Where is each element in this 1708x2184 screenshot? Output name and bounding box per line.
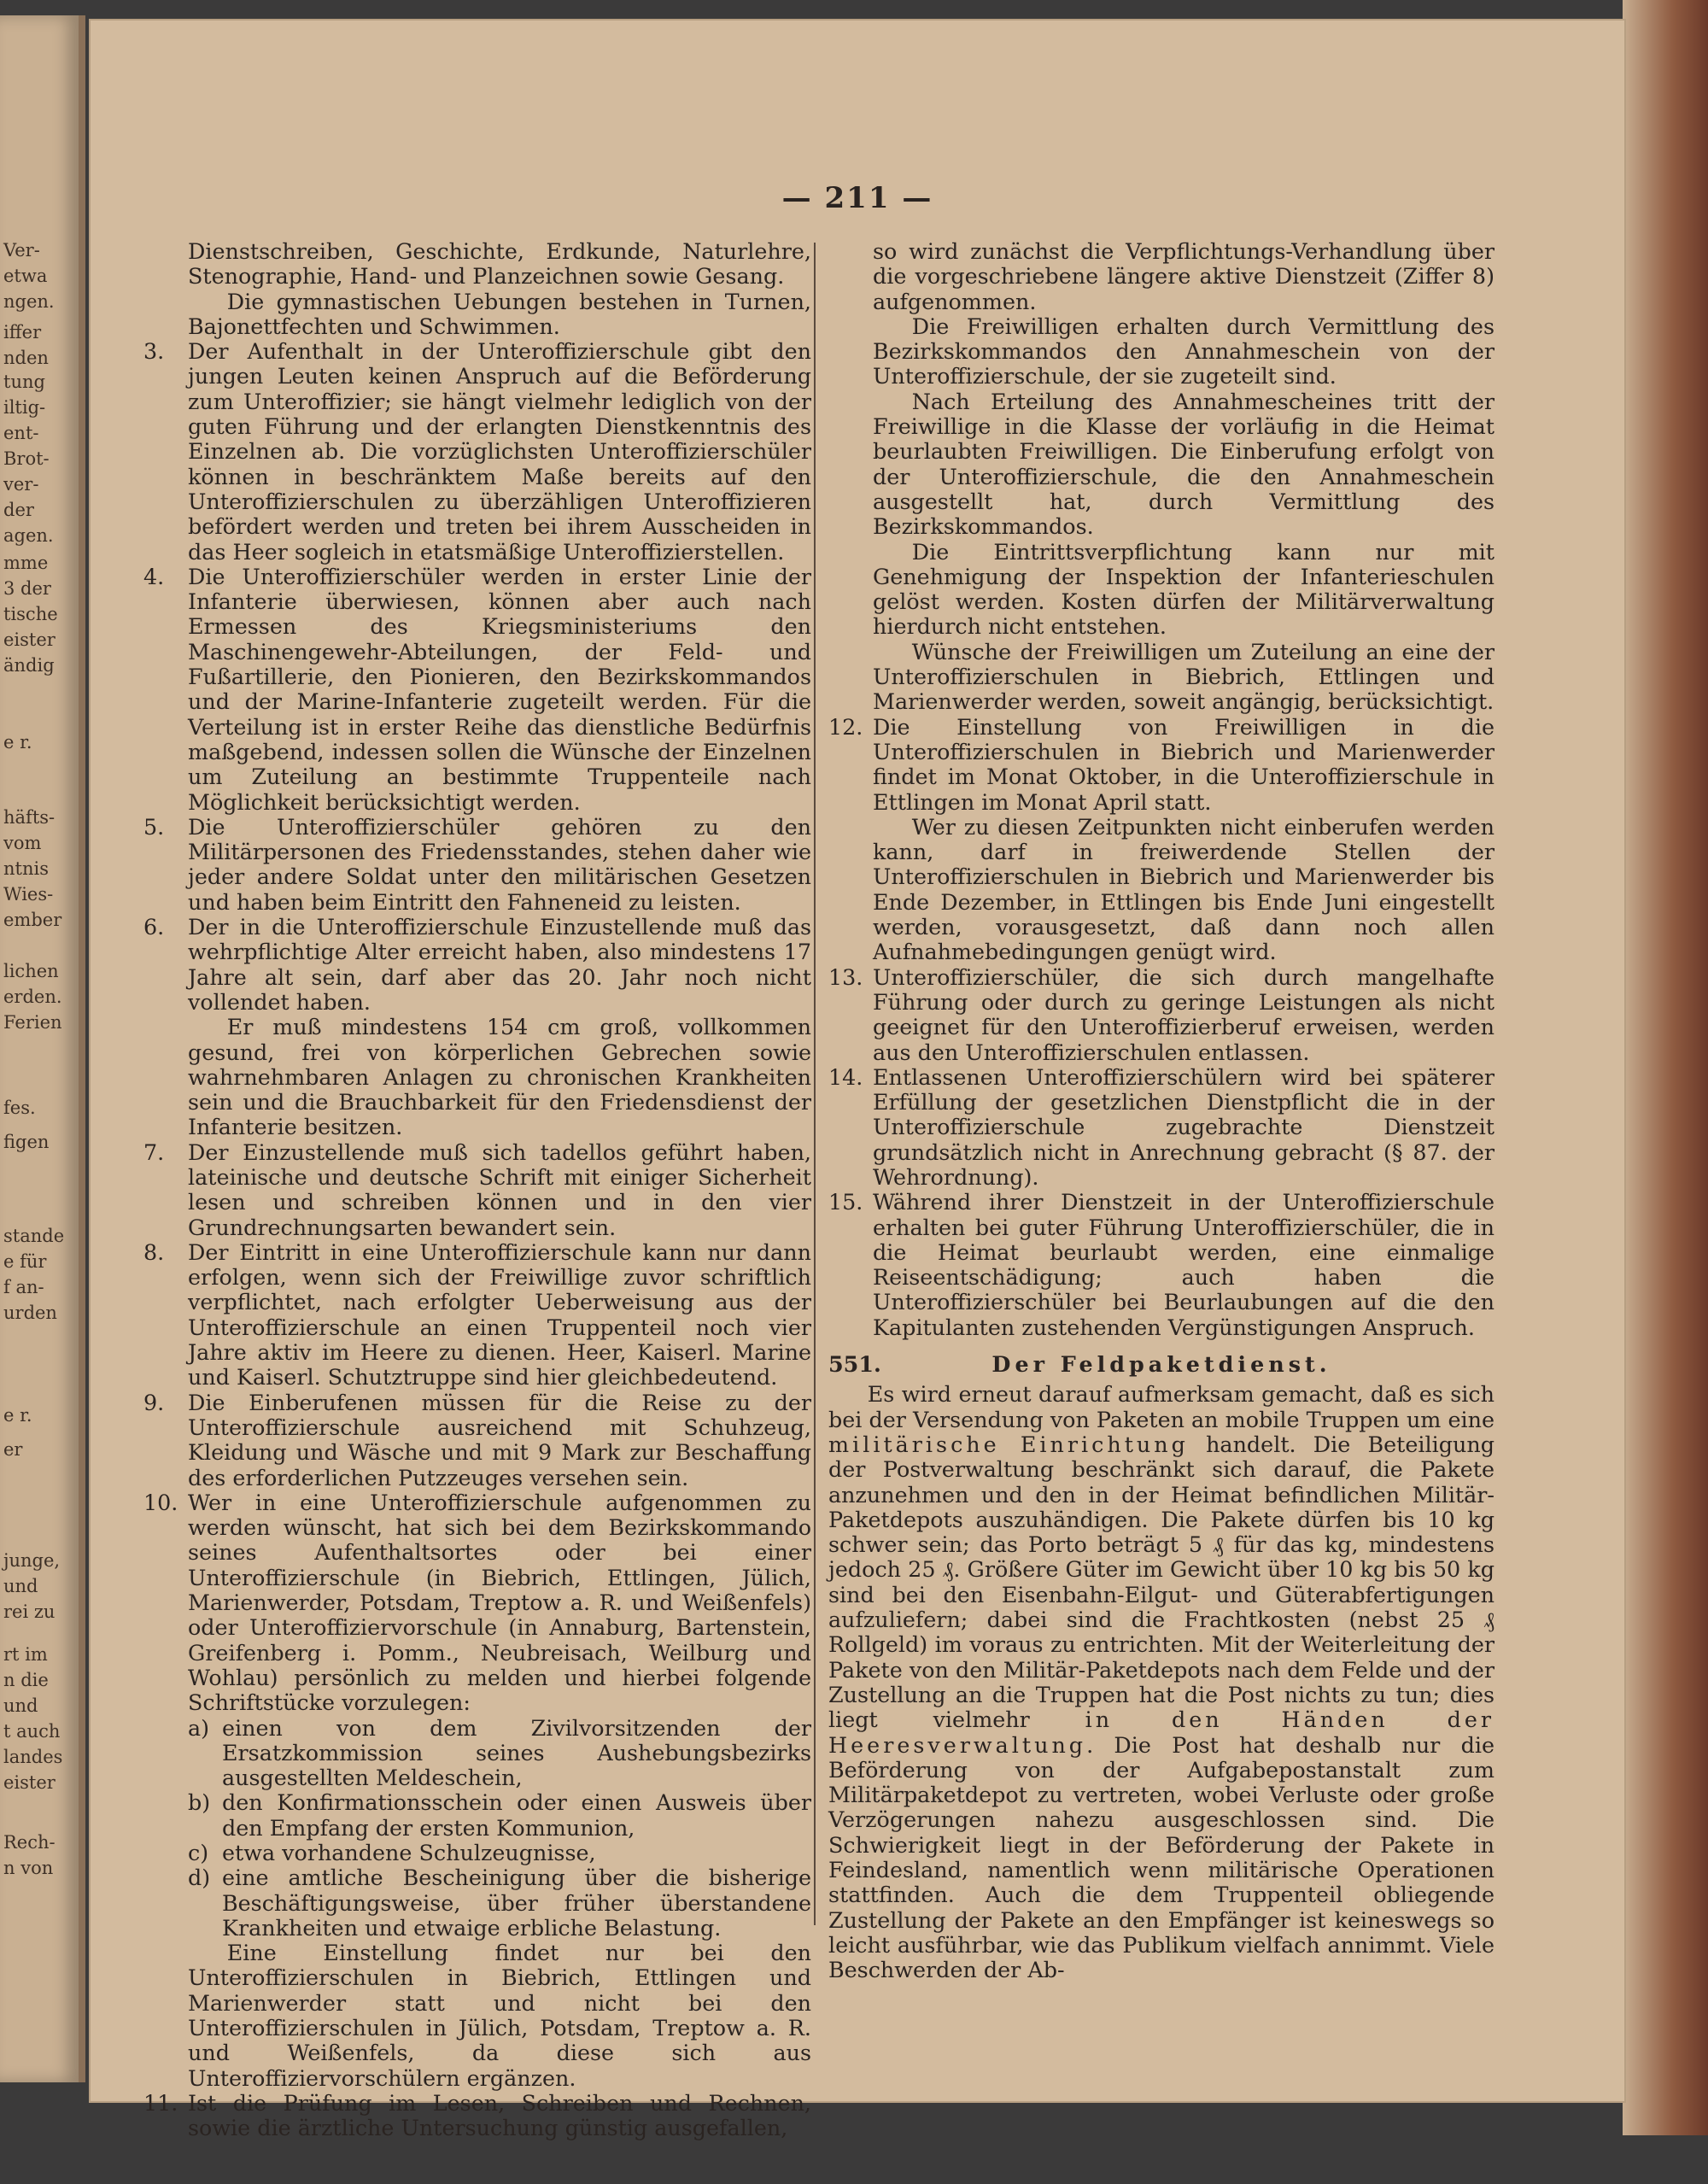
- margin-fragment: rei zu: [3, 1601, 56, 1622]
- margin-fragment: ntnis: [3, 858, 49, 879]
- list-item: 15. Während ihrer Dienstzeit in der Unteroffizierschule erhalten bei guter Führung Unteroffizierschüler, die in die Heimat beurlaubt werden, eine einmalige Reiseentschädigung; auch haben die Unteroffizierschüler bei Beurlaubungen auf die den Kapitulanten zustehenden Vergünstigungen Anspruch.: [828, 1189, 1494, 1340]
- margin-fragment: Brot-: [3, 448, 50, 469]
- margin-fragment: t auch: [3, 1721, 61, 1742]
- margin-fragment: mme: [3, 553, 49, 573]
- margin-fragment: eister: [3, 629, 56, 650]
- margin-fragment: ngen.: [3, 291, 55, 312]
- paragraph: Nach Erteilung des Annahmescheines tritt der Freiwillige in die Klasse der vorläufig in die Heimat beurlaubten Freiwilligen. Die Einberufung erfolgt von der Unteroffizierschule, die den Annahmeschein ausgestellt hat, durch Vermittlung des Bezirkskommandos.: [873, 388, 1494, 540]
- section-number: 551.: [828, 1351, 881, 1378]
- paragraph: Die Eintrittsverpflichtung kann nur mit Genehmigung der Inspektion der Infanterieschulen gelöst werden. Kosten dürfen der Militärverwaltung hierdurch nicht entstehen.: [873, 538, 1494, 640]
- margin-fragment: vom: [3, 833, 42, 853]
- list-item: 10. Wer in eine Unteroffizierschule aufgenommen zu werden wünscht, hat sich bei dem Bezirkskommando seines Aufenthaltsortes oder bei einer Unteroffizierschule (in Biebrich, Ettlingen, Jülich, Marienwerder, Potsdam, Treptow a. R. und Weißenfels) oder Unteroffiziervorschule (in Annaburg, Bartenstein, Greifenberg i. Pomm., Neubreisach, Weilburg und Wohlau) persönlich zu melden und hierbei folgende Schriftstücke vorzulegen:: [143, 1489, 811, 1716]
- sub-item: d) eine amtliche Bescheinigung über die bisherige Beschäftigungsweise, über früher überstandene Krankheiten und etwaige erbliche Belastung.: [188, 1865, 811, 1941]
- margin-fragment: n die: [3, 1670, 49, 1690]
- margin-fragment: e r.: [3, 732, 32, 752]
- list-item: 14. Entlassenen Unteroffizierschülern wird bei späterer Erfüllung der gesetzlichen Dienstpflicht die in der Unteroffizierschule zugebrachte Dienstzeit grundsätzlich nicht in Anrechnung gebracht (§ 87. der Wehrordnung).: [828, 1063, 1494, 1190]
- margin-fragment: rt im: [3, 1644, 48, 1665]
- item-continuation: Wer zu diesen Zeitpunkten nicht einberufen werden kann, darf in freiwerdende Stellen der Unteroffizierschulen in Biebrich und Marienwerder bis Ende Dezember, in Ettlingen bis Ende Juni eingestellt werden, vorausgesetzt, daß dann noch allen Aufnahmebedingungen genügt wird.: [873, 813, 1494, 965]
- margin-fragment: ember: [3, 910, 62, 930]
- margin-fragment: iltig-: [3, 397, 46, 418]
- margin-fragment: und: [3, 1576, 38, 1596]
- emphasis-text: in den Händen der Heeresverwaltung: [828, 1707, 1494, 1758]
- item-continuation: Er muß mindestens 154 cm groß, vollkommen gesund, frei von körperlichen Gebrechen sowie wahrnehmbaren Anlagen zu chronischen Krankheiten sein und die Brauchbarkeit für den Friedensdienst der Infanterie besitzen.: [188, 1014, 811, 1140]
- section-title: Der Feldpaketdienst.: [991, 1351, 1331, 1378]
- emphasis-text: militärische Einrichtung: [828, 1431, 1189, 1457]
- margin-fragment: lichen: [3, 961, 59, 981]
- list-item: 3. Der Aufenthalt in der Unteroffizierschule gibt den jungen Leuten keinen Anspruch auf die Beförderung zum Unteroffizier; sie hängt vielmehr lediglich von der guten Führung und der erlangten Dienstkenntnis des Einzelnen ab. Die vorzüglichsten Unteroffizierschüler können in beschränktem Maße bereits auf den Unteroffizierschulen zu überzähligen Unteroffizieren befördert werden und treten bei ihrem Ausscheiden in das Heer sogleich in etatsmäßige Unteroffizierstellen.: [143, 338, 811, 565]
- list-item: 4. Die Unteroffizierschüler werden in erster Linie der Infanterie überwiesen, können aber auch nach Ermessen des Kriegsministeriums den Maschinengewehr-Abteilungen, der Feld- und Fußartillerie, den Pionieren, den Bezirkskommandos und der Marine-Infanterie zugeteilt werden. Für die Verteilung ist in erster Reihe das dienstliche Bedürfnis maßgebend, indessen sollen die Wünsche der Einzelnen um Zuteilung an bestimmte Truppenteile nach Möglichkeit berücksichtigt werden.: [143, 563, 811, 815]
- margin-fragment: junge,: [3, 1550, 61, 1571]
- list-item: 9. Die Einberufenen müssen für die Reise zu der Unteroffizierschule ausreichend mit Schuhzeug, Kleidung und Wäsche und mit 9 Mark zur Beschaffung des erforderlichen Putzzeuges versehen sein.: [143, 1389, 811, 1490]
- margin-fragment: tische: [3, 604, 58, 624]
- left-column: [143, 239, 811, 2141]
- margin-fragment: tung: [3, 372, 45, 392]
- margin-fragment: Ferien: [3, 1012, 62, 1033]
- list-item: 13. Unteroffizierschüler, die sich durch mangelhafte Führung oder durch zu geringe Leistungen als nicht geeignet für den Unteroffizierberuf erweisen, werden aus den Unteroffizierschulen entlassen.: [828, 963, 1494, 1065]
- paragraph: Wünsche der Freiwilligen um Zuteilung an eine der Unteroffizierschulen in Biebrich, Ettlingen und Marienwerder werden, soweit angängig, berücksichtigt.: [873, 638, 1494, 715]
- margin-fragment: und: [3, 1695, 38, 1716]
- margin-fragment: eister: [3, 1772, 56, 1793]
- list-item: 5. Die Unteroffizierschüler gehören zu den Militärpersonen des Friedensstandes, stehen daher wie jeder andere Soldat unter den militärischen Gesetzen und haben beim Eintritt den Fahneneid zu leisten.: [143, 813, 811, 915]
- sub-item: c) etwa vorhandene Schulzeugnisse,: [188, 1840, 596, 1865]
- facing-page-edge: [0, 15, 85, 2082]
- item-continuation: Eine Einstellung findet nur bei den Unteroffizierschulen in Biebrich, Ettlingen und Marienwerder statt und nicht bei den Unteroffizierschulen in Jülich, Potsdam, Treptow a. R. und Weißenfels, da diese sich aus Unteroffiziervorschülern ergänzen.: [188, 1940, 811, 2091]
- list-item: 8. Der Eintritt in eine Unteroffizierschule kann nur dann erfolgen, wenn sich der Freiwillige zuvor schriftlich verpflichtet, nach erfolgter Ueberweisung aus der Unteroffizierschule an einen Truppenteil noch vier Jahre aktiv im Heere zu dienen. Heer, Kaiserl. Marine und Kaiserl. Schutztruppe sind hier gleichbedeutend.: [143, 1238, 811, 1391]
- section-heading: [828, 1352, 1494, 1377]
- margin-fragment: f an-: [3, 1277, 44, 1297]
- margin-fragment: e für: [3, 1251, 47, 1272]
- section-paragraph: Es wird erneut darauf aufmerksam gemacht, daß es sich bei der Versendung von Paketen an mobile Truppen um eine militärische Einrichtung handelt. Die Beteiligung der Postverwaltung beschränkt sich darauf, die Pakete anzunehmen und den in der Heimat befindlichen Militär-Paketdepots auszuhändigen. Die Pakete dürfen bis 10 kg schwer sein; das Porto beträgt 5 ₰ für das kg, mindestens jedoch 25 ₰. Größere Güter im Gewicht über 10 kg bis 50 kg sind bei den Eisenbahn-Eilgut- und Güterabfertigungen aufzuliefern; dabei sind die Frachtkosten (nebst 25 ₰ Rollgeld) im voraus zu entrichten. Mit der Weiterleitung der Pakete von den Militär-Paketdepots nach dem Felde und der Zustellung an die Truppen hat die Post nichts zu tun; dies liegt vielmehr in den Händen der Heeresverwaltung. Die Post hat deshalb nur die Beförderung von der Aufgabepostanstalt zum Militärpaketdepot zu vertreten, wobei Verluste oder große Verzögerungen nahezu ausgeschlossen sind. Die Schwierigkeit liegt in der Beförderung der Pakete in Feindesland, namentlich wenn militärische Operationen stattfinden. Auch die dem Truppenteil obliegende Zustellung der Pakete an den Empfänger ist keineswegs so leicht ausführbar, wie das Publikum vielfach annimmt. Viele Beschwerden der Ab-: [828, 1381, 1494, 1983]
- margin-fragment: e r.: [3, 1405, 32, 1426]
- margin-fragment: urden: [3, 1303, 57, 1323]
- margin-fragment: agen.: [3, 525, 54, 546]
- page-number: — 211 —: [781, 181, 933, 215]
- margin-fragment: Wies-: [3, 884, 54, 905]
- intro-lines: Dienstschreiben, Geschichte, Erdkunde, Naturlehre, Stenographie, Hand- und Planzeichnen sowie Gesang.: [188, 238, 811, 290]
- intro-paragraph: Die gymnastischen Uebungen bestehen in Turnen, Bajonettfechten und Schwimmen.: [188, 288, 811, 339]
- list-item: 7. Der Einzustellende muß sich tadellos geführt haben, lateinische und deutsche Schrift mit einiger Sicherheit lesen und schreiben können und in den vier Grundrechnungsarten bewandert sein.: [143, 1139, 811, 1240]
- paragraph: Die Freiwilligen erhalten durch Vermittlung des Bezirkskommandos den Annahmeschein von der Unteroffizierschule, der sie zugeteilt sind.: [873, 313, 1494, 389]
- list-item: 12. Die Einstellung von Freiwilligen in die Unteroffizierschulen in Biebrich und Marienwerder findet im Monat Oktober, in die Unteroffizierschule in Ettlingen im Monat April statt.: [828, 713, 1494, 815]
- margin-fragment: nden: [3, 348, 49, 368]
- margin-fragment: 3 der: [3, 578, 51, 599]
- document-page: [89, 19, 1626, 2141]
- margin-fragment: erden.: [3, 987, 62, 1007]
- sub-item: a) einen von dem Zivilvorsitzenden der Ersatzkommission seines Aushebungsbezirks ausgestellten Meldeschein,: [188, 1714, 811, 1791]
- margin-fragment: ver-: [3, 474, 39, 495]
- carryover-text: so wird zunächst die Verpflichtungs-Verhandlung über die vorgeschriebene längere aktive Dienstzeit (Ziffer 8) aufgenommen.: [873, 238, 1494, 314]
- margin-fragment: fes.: [3, 1098, 36, 1118]
- margin-fragment: etwa: [3, 266, 48, 286]
- margin-fragment: der: [3, 500, 34, 520]
- margin-fragment: Ver-: [3, 240, 40, 261]
- margin-fragment: stande: [3, 1226, 65, 1246]
- margin-fragment: er: [3, 1439, 23, 1460]
- list-item: 11. Ist die Prüfung im Lesen, Schreiben und Rechnen, sowie die ärztliche Untersuchung günstig ausgefallen,: [143, 2089, 811, 2141]
- right-column: [828, 239, 1494, 1982]
- list-item: 6. Der in die Unteroffizierschule Einzustellende muß das wehrpflichtige Alter erreicht haben, also mindestens 17 Jahre alt sein, darf aber das 20. Jahr noch nicht vollendet haben.: [143, 914, 811, 1015]
- margin-fragment: Rech-: [3, 1832, 56, 1853]
- margin-fragment: landes: [3, 1747, 63, 1767]
- book-edge: [1623, 0, 1708, 2135]
- sub-item: b) den Konfirmationsschein oder einen Ausweis über den Empfang der ersten Kommunion,: [188, 1789, 811, 1841]
- margin-fragment: figen: [3, 1132, 50, 1152]
- margin-fragment: iffer: [3, 322, 42, 343]
- margin-fragment: n von: [3, 1858, 54, 1878]
- column-divider: [814, 243, 816, 1925]
- margin-fragment: ändig: [3, 655, 55, 676]
- margin-fragment: häfts-: [3, 807, 56, 828]
- margin-fragment: ent-: [3, 423, 39, 443]
